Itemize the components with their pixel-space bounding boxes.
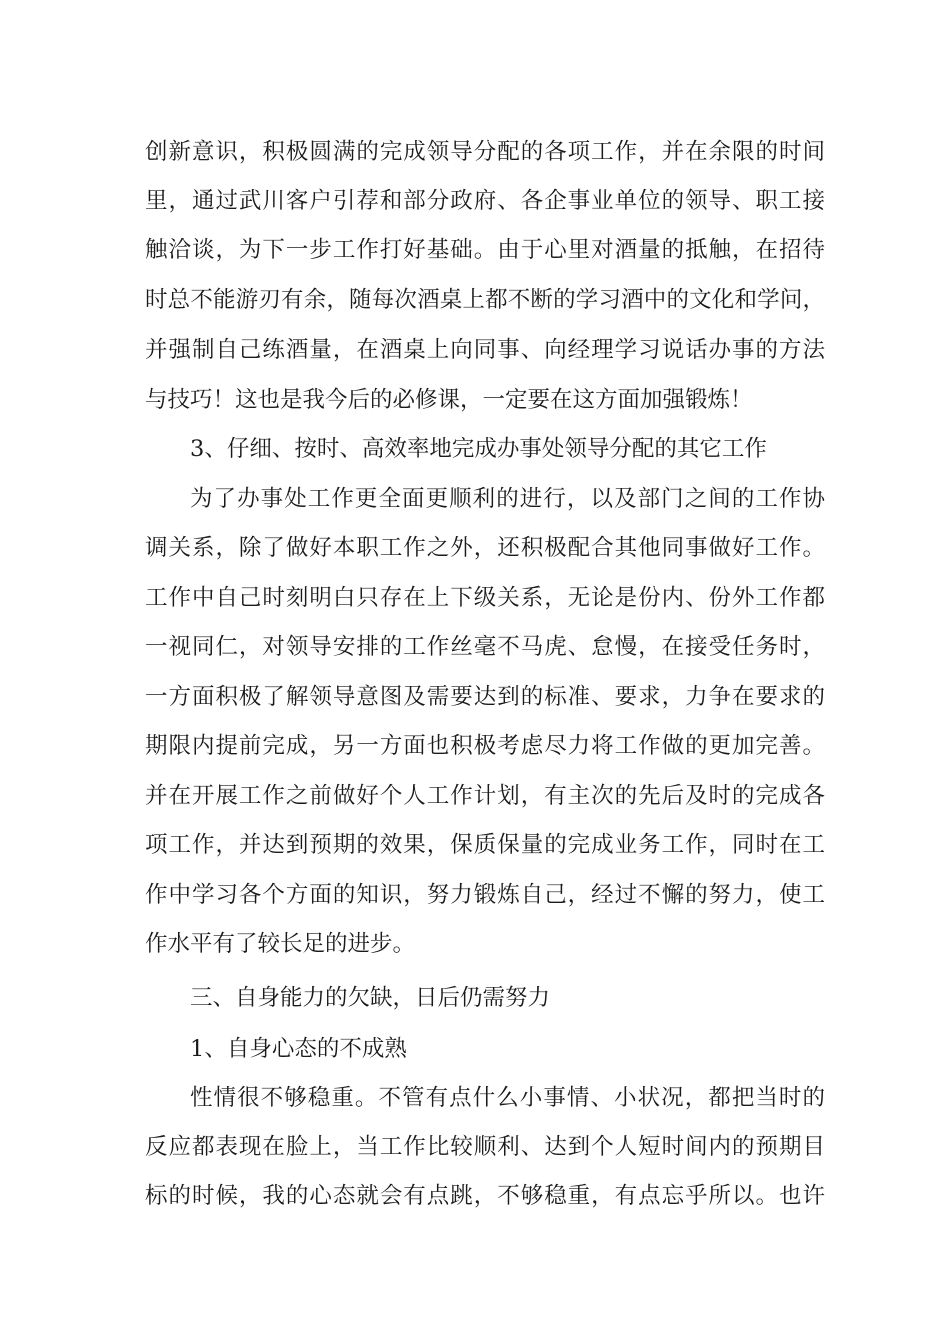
- body-text-line: 一方面积极了解领导意图及需要达到的标准、要求，力争在要求的: [145, 684, 825, 710]
- body-text-line: 工作中自己时刻明白只存在上下级关系，无论是份内、份外工作都: [145, 585, 825, 611]
- body-text-line: 时总不能游刃有余，随每次酒桌上都不断的学习酒中的文化和学问，: [145, 287, 825, 313]
- body-text-line: 期限内提前完成，另一方面也积极考虑尽力将工作做的更加完善。: [145, 733, 825, 759]
- body-text-line: 作中学习各个方面的知识，努力锻炼自己，经过不懈的努力，使工: [145, 882, 825, 908]
- section-subheading: 1、自身心态的不成熟: [190, 1036, 407, 1062]
- body-text-line: 标的时候，我的心态就会有点跳，不够稳重，有点忘乎所以。也许: [145, 1183, 825, 1209]
- body-text-line: 项工作，并达到预期的效果，保质保量的完成业务工作，同时在工: [145, 832, 825, 858]
- body-text-line: 创新意识，积极圆满的完成领导分配的各项工作，并在余限的时间: [145, 139, 825, 165]
- body-text-line: 一视同仁，对领导安排的工作丝毫不马虎、怠慢，在接受任务时，: [145, 634, 825, 660]
- body-text-line: 并强制自己练酒量，在酒桌上向同事、向经理学习说话办事的方法: [145, 337, 825, 363]
- body-text-line: 触洽谈，为下一步工作打好基础。由于心里对酒量的抵触，在招待: [145, 237, 825, 263]
- paragraph-first-line: 性情很不够稳重。不管有点什么小事情、小状况，都把当时的: [190, 1085, 825, 1111]
- body-text-line: 并在开展工作之前做好个人工作计划，有主次的先后及时的完成各: [145, 783, 825, 809]
- body-text-line: 里，通过武川客户引荐和部分政府、各企事业单位的领导、职工接: [145, 188, 825, 214]
- section-subheading: 3、仔细、按时、高效率地完成办事处领导分配的其它工作: [190, 436, 767, 462]
- body-text-line: 作水平有了较长足的进步。: [145, 931, 416, 957]
- body-text-line: 与技巧！这也是我今后的必修课，一定要在这方面加强锻炼！: [145, 387, 753, 413]
- paragraph-first-line: 为了办事处工作更全面更顺利的进行，以及部门之间的工作协: [190, 486, 825, 512]
- body-text-line: 反应都表现在脸上，当工作比较顺利、达到个人短时间内的预期目: [145, 1134, 825, 1160]
- section-heading: 三、自身能力的欠缺，日后仍需努力: [190, 985, 551, 1011]
- body-text-line: 调关系，除了做好本职工作之外，还积极配合其他同事做好工作。: [145, 535, 825, 561]
